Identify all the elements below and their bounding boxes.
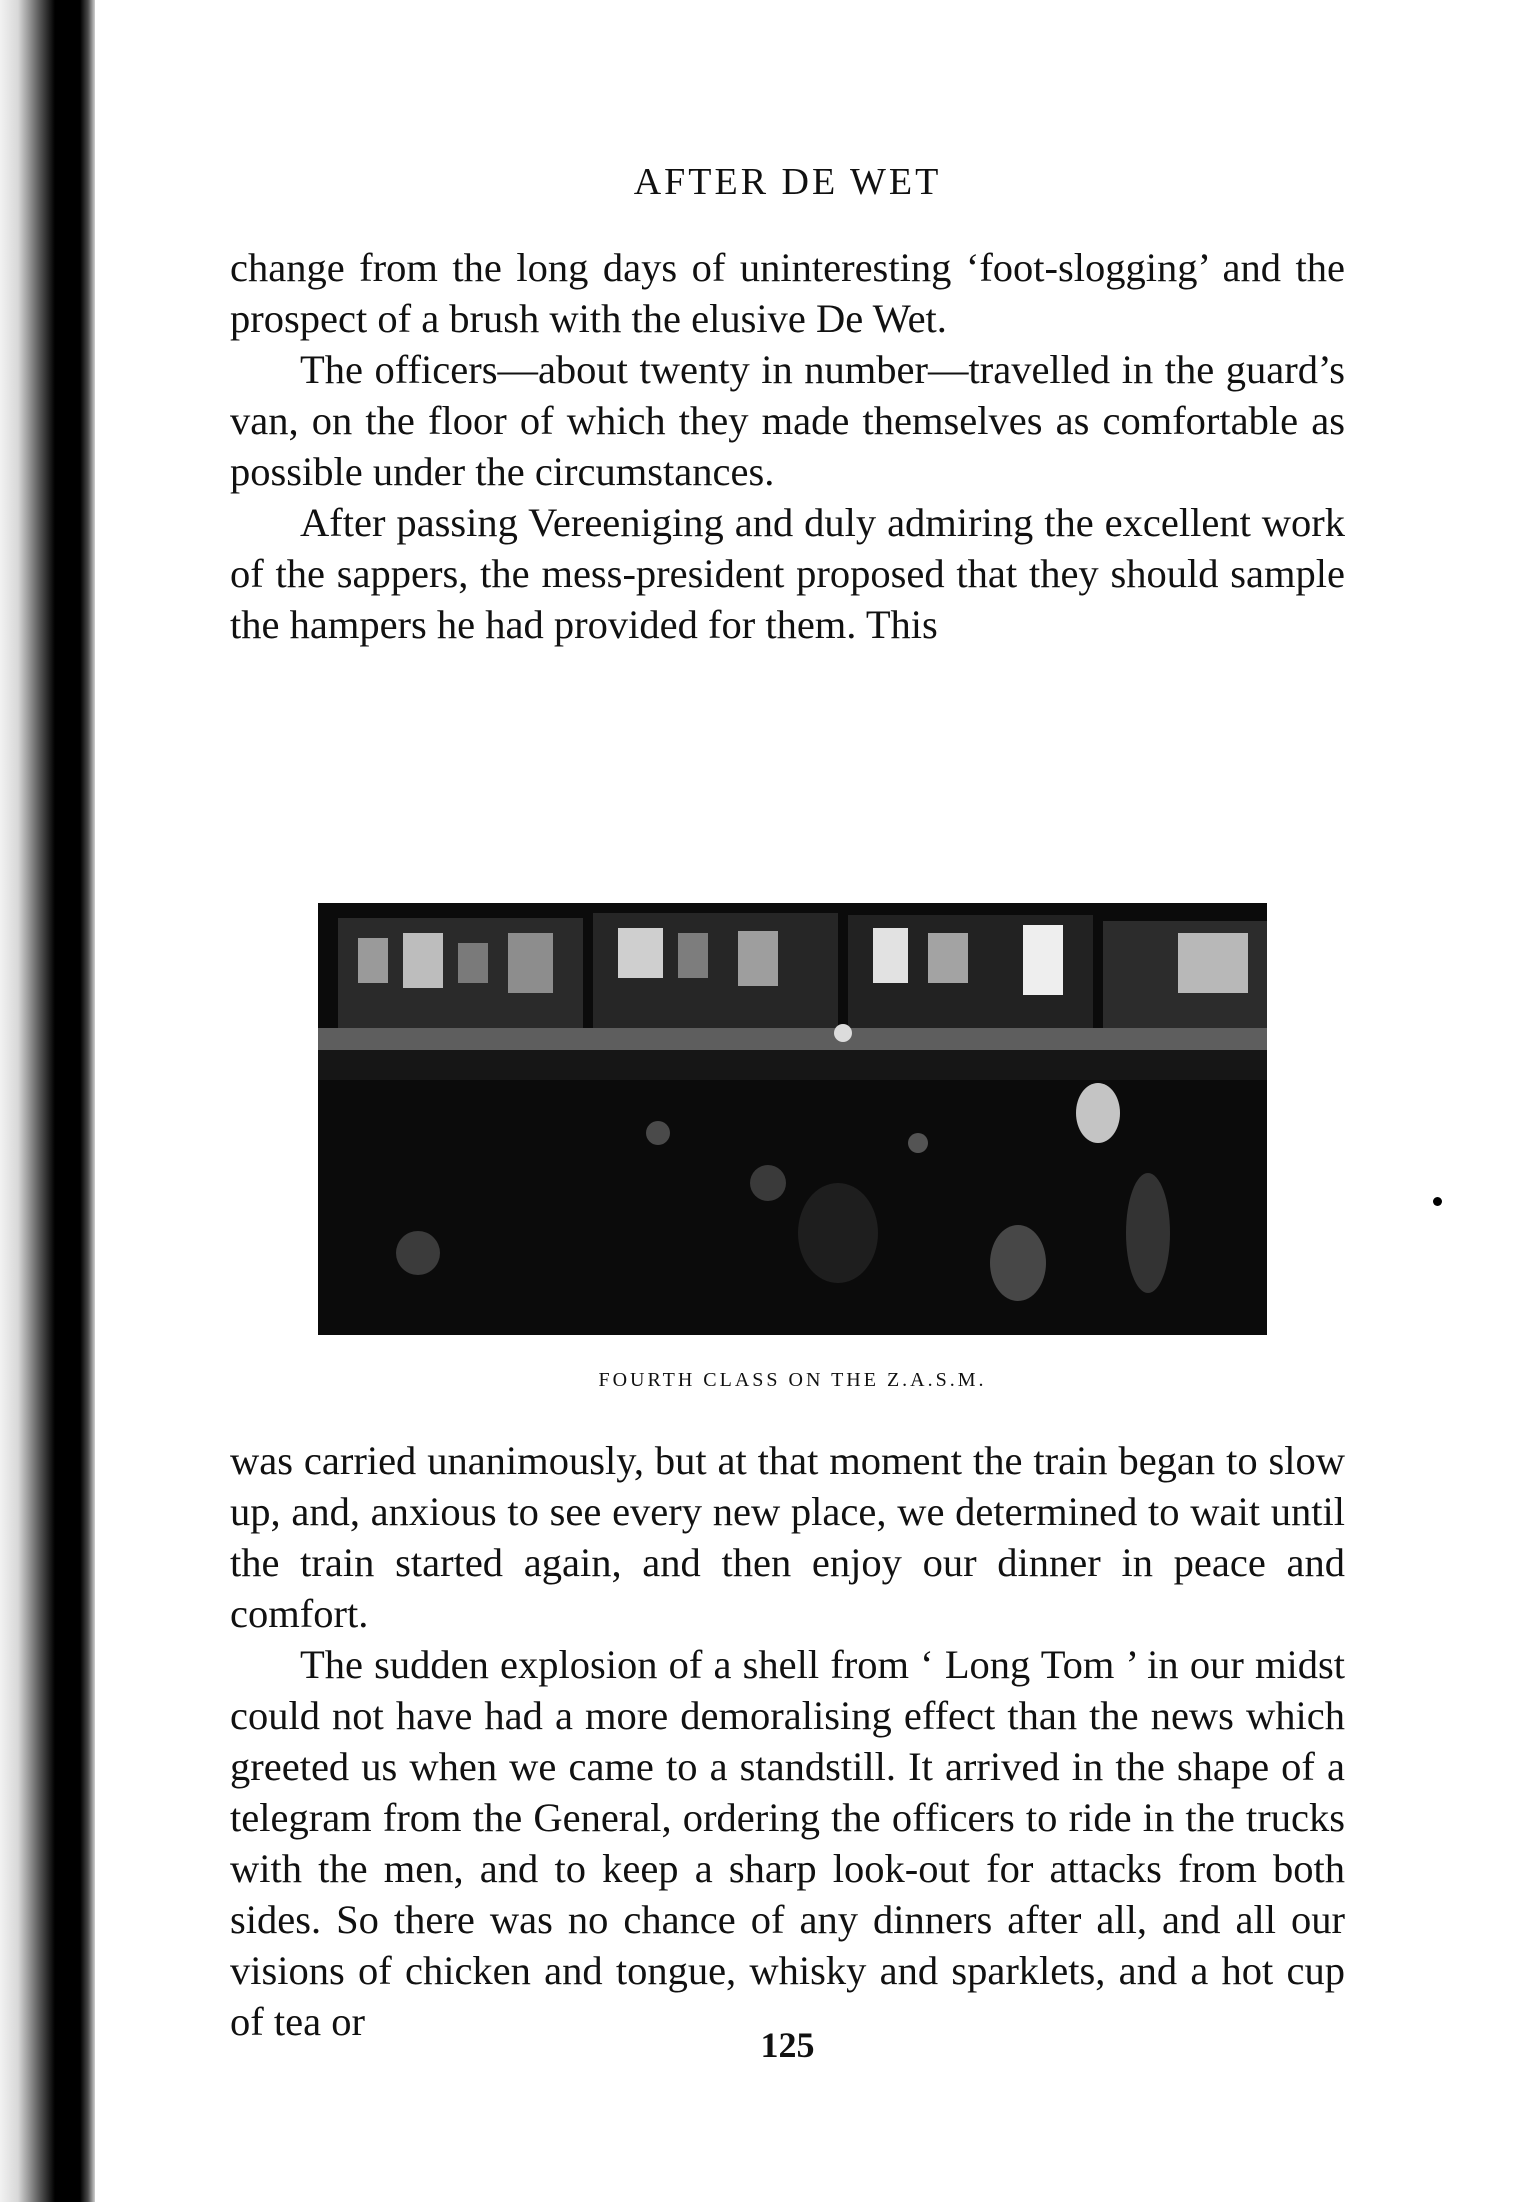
running-head: AFTER DE WET	[633, 161, 942, 203]
scan-speck	[1433, 1197, 1442, 1206]
figure-caption: FOURTH CLASS ON THE Z.A.S.M.	[598, 1369, 987, 1391]
text-block-top	[230, 242, 1345, 650]
paragraph-4: was carried unanimously, but at that moment the train began to slow up, and, anxious to see every new place, we determined to wait until the train started again, and then enjoy our dinner in peace and comfort.	[230, 1438, 1345, 1636]
photograph-train-carriages	[318, 903, 1267, 1335]
page-number: 125	[760, 2025, 815, 2065]
paragraph-3: After passing Vereeniging and duly admiring the excellent work of the sappers, the mess-president proposed that they should sample the hampers he had provided for them. This	[230, 500, 1345, 647]
paragraph-2: The officers—about twenty in number—travelled in the guard’s van, on the floor of which they made themselves as comfortable as possible under the circumstances.	[230, 347, 1345, 494]
scanned-binding-edge	[0, 0, 95, 2202]
paragraph-1: change from the long days of uninteresting ‘foot-slogging’ and the prospect of a brush with the elusive De Wet.	[230, 245, 1345, 341]
paragraph-5: The sudden explosion of a shell from ‘ Long Tom ’ in our midst could not have had a more demoralising effect than the news which greeted us when we came to a standstill. It arrived in the shape of a telegram from the General, ordering the officers to ride in the trucks with the men, and to keep a sharp look-out for attacks from both sides. So there was no chance of any dinners after all, and all our visions of chicken and tongue, whisky and sparklets, and a hot cup of tea or	[230, 1642, 1345, 2044]
text-block-bottom	[230, 1435, 1345, 2047]
